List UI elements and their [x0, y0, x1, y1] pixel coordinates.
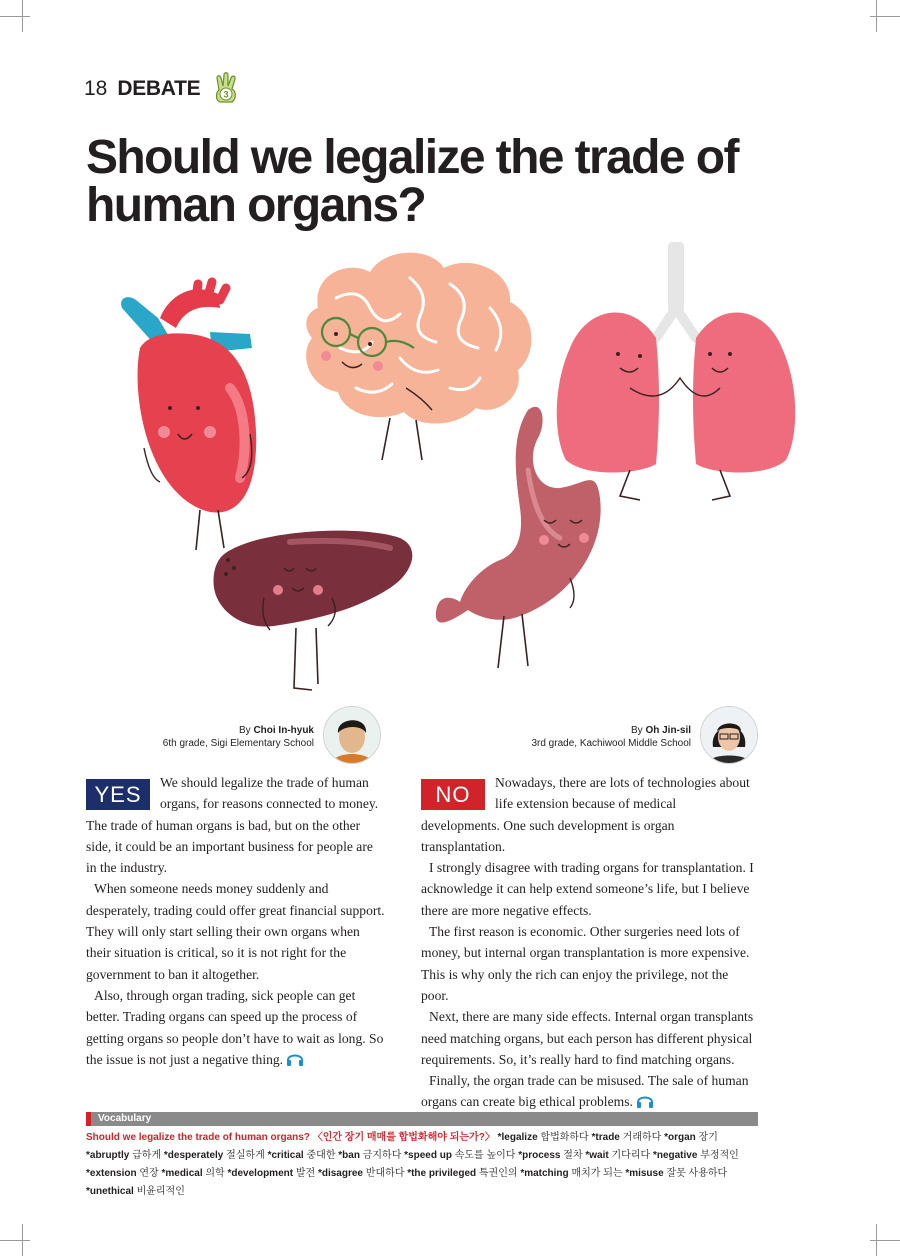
vocabulary-term: *matching	[520, 1168, 569, 1179]
no-author-avatar	[700, 706, 758, 764]
yes-badge: YES	[86, 779, 150, 810]
vocabulary-meaning: 절실하게	[226, 1150, 265, 1161]
yes-author-info	[54, 724, 314, 750]
page-header	[84, 72, 242, 106]
vocabulary-term: *legalize	[497, 1132, 538, 1143]
crop-mark	[0, 16, 30, 17]
yes-author-name: Choi In-hyuk	[253, 725, 314, 736]
vocabulary-term: *abruptly	[86, 1150, 130, 1161]
no-paragraph: I strongly disagree with trading organs for transplantation. I acknowledge it can help extend someone’s life, but I believe there are more negative effects.	[421, 860, 754, 918]
vocabulary-meaning: 특권인의	[478, 1168, 518, 1179]
yes-argument	[86, 772, 386, 1070]
heart-illustration	[121, 282, 256, 550]
vocabulary-meaning: 기다리다	[611, 1150, 651, 1161]
vocabulary-question: Should we legalize the trade of human organs? 〈인간 장기 매매를 합법화해야 되는가?〉	[86, 1132, 495, 1143]
yes-paragraph: Also, through organ trading, sick people can get better. Trading organs can speed up the process of getting organs so people don’t have to wait as long. So the issue is not just a negative thing.	[86, 987, 384, 1067]
vocabulary-meaning: 급하게	[132, 1150, 162, 1161]
no-argument	[421, 772, 757, 1113]
vocabulary-term: *trade	[591, 1132, 620, 1143]
byline-prefix: By	[630, 725, 646, 736]
vocabulary-term: *medical	[161, 1168, 203, 1179]
no-author-info	[431, 724, 691, 750]
yes-author-school: 6th grade, Sigi Elementary School	[162, 738, 314, 749]
article-title: Should we legalize the trade of human organs?	[86, 131, 738, 232]
vocabulary-term: *unethical	[86, 1186, 134, 1197]
vocabulary-label: Vocabulary	[98, 1113, 152, 1124]
yes-paragraph: We should legalize the trade of human organs, for reasons connected to money. The trade of human organs is bad, but on the other side, it could be an important business for people are in the industry.	[86, 775, 379, 876]
crop-mark	[876, 0, 877, 32]
vocabulary-meaning: 비윤리적인	[136, 1186, 185, 1197]
vocabulary-meaning: 반대하다	[365, 1168, 405, 1179]
vocabulary-text	[86, 1129, 758, 1201]
vocabulary-marker	[86, 1112, 91, 1126]
vocabulary-term: *ban	[338, 1150, 360, 1161]
vocabulary-term: *misuse	[625, 1168, 664, 1179]
no-paragraph: The first reason is economic. Other surgeries need lots of money, but internal organ transplantation is more expensive. This is why only the rich can enjoy the privilege, not the poor.	[421, 924, 750, 1003]
organs-illustration	[100, 238, 800, 698]
yes-author-avatar	[323, 706, 381, 764]
vocabulary-term: *process	[518, 1150, 561, 1161]
headphones-icon[interactable]	[286, 1052, 304, 1066]
liver-illustration	[213, 531, 412, 690]
crop-mark	[22, 0, 23, 32]
brain-illustration	[306, 253, 531, 460]
byline-prefix: By	[238, 725, 254, 736]
no-paragraph: Nowadays, there are lots of technologies about life extension because of medical developments. One such development is organ transplantation.	[421, 775, 750, 854]
no-badge: NO	[421, 779, 485, 810]
vocabulary-meaning: 중대한	[306, 1150, 336, 1161]
vocabulary-meaning: 잘못 사용하다	[666, 1168, 728, 1179]
vocabulary-meaning: 속도를 높이다	[454, 1150, 516, 1161]
vocabulary-term: *extension	[86, 1168, 137, 1179]
svg-text:3: 3	[223, 89, 229, 100]
vocabulary-term: *organ	[664, 1132, 696, 1143]
vocabulary-term: *wait	[585, 1150, 609, 1161]
headphones-icon[interactable]	[636, 1094, 654, 1108]
no-paragraph: Finally, the organ trade can be misused. The sale of human organs can create big ethical problems.	[421, 1073, 749, 1110]
section-title: DEBATE	[117, 77, 201, 100]
vocabulary-term: *the privileged	[407, 1168, 477, 1179]
vocabulary-meaning: 발전	[295, 1168, 316, 1179]
crop-mark	[22, 1224, 23, 1256]
no-author-name: Oh Jin-sil	[645, 725, 691, 736]
vocabulary-term: *desperately	[163, 1150, 224, 1161]
page-number: 18	[84, 77, 108, 100]
vocabulary-meaning: 금지하다	[362, 1150, 402, 1161]
vocabulary-meaning: 부정적인	[700, 1150, 739, 1161]
vocabulary-meaning: 절차	[563, 1150, 583, 1161]
vocabulary-term: *speed up	[404, 1150, 452, 1161]
vocabulary-term: *negative	[652, 1150, 698, 1161]
vocabulary-meaning: 연장	[139, 1168, 159, 1179]
vocabulary-meaning: 합법화하다	[540, 1132, 589, 1143]
vocabulary-header	[86, 1112, 758, 1126]
vocabulary-term: *critical	[267, 1150, 304, 1161]
crop-mark	[0, 1240, 30, 1241]
hand-three-icon	[210, 72, 242, 106]
vocabulary-meaning: 거래하다	[622, 1132, 662, 1143]
vocabulary-meaning: 의학	[205, 1168, 225, 1179]
vocabulary-term: *development	[227, 1168, 294, 1179]
vocabulary-meaning: 장기	[698, 1132, 718, 1143]
lungs-illustration	[557, 242, 796, 500]
no-paragraph: Next, there are many side effects. Internal organ transplants need matching organs, but each person has different physical requirements. So, it’s really hard to find matching organs.	[421, 1009, 754, 1067]
vocabulary-meaning: 매치가 되는	[571, 1168, 623, 1179]
vocabulary-term: *disagree	[317, 1168, 363, 1179]
crop-mark	[870, 16, 900, 17]
yes-paragraph: When someone needs money suddenly and desperately, trading could offer great financial support. They will only start selling their own organs when their situation is critical, so it is not right for the government to ban it altogether.	[86, 881, 385, 982]
crop-mark	[870, 1240, 900, 1241]
no-author-school: 3rd grade, Kachiwool Middle School	[531, 738, 691, 749]
crop-mark	[876, 1224, 877, 1256]
